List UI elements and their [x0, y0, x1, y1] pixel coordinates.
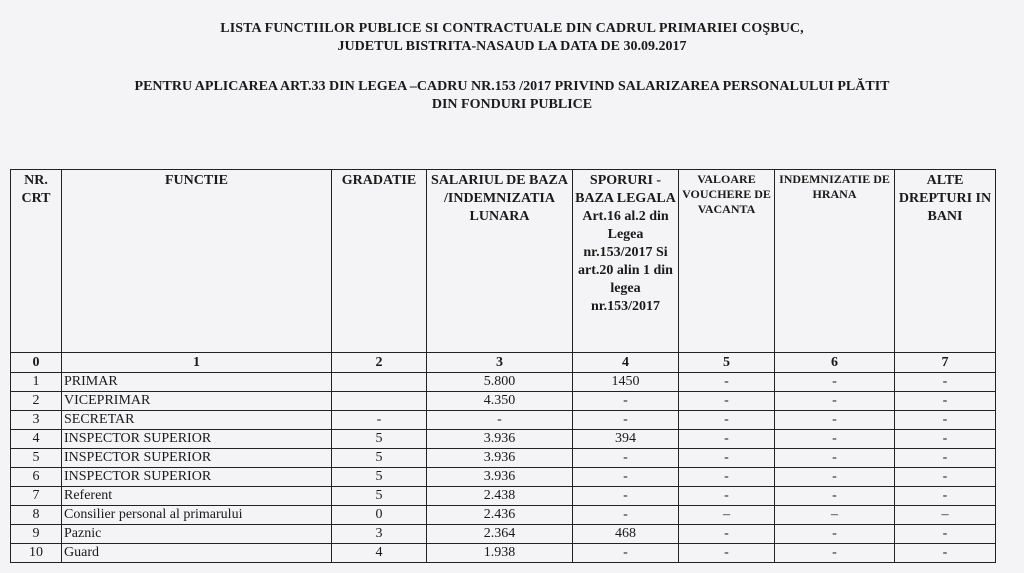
row-gradatie — [332, 392, 427, 411]
row-sporuri: 394 — [573, 430, 679, 449]
row-hrana: - — [775, 544, 895, 563]
row-nr: 3 — [11, 411, 62, 430]
row-salariu: 3.936 — [427, 468, 573, 487]
row-hrana: - — [775, 430, 895, 449]
row-hrana: - — [775, 468, 895, 487]
heading-line-4: DIN FONDURI PUBLICE — [431, 97, 593, 112]
row-functie: Guard — [62, 544, 332, 563]
row-vouchere: - — [679, 373, 775, 392]
row-salariu: - — [427, 411, 573, 430]
row-nr: 10 — [11, 544, 62, 563]
table-header-row — [11, 170, 996, 353]
row-hrana: - — [775, 373, 895, 392]
column-index: 5 — [679, 353, 775, 373]
row-alte: - — [895, 544, 996, 563]
col-header-functie: FUNCTIE — [62, 170, 332, 353]
row-gradatie: 4 — [332, 544, 427, 563]
row-functie: INSPECTOR SUPERIOR — [62, 430, 332, 449]
heading-line-1: LISTA FUNCTIILOR PUBLICE SI CONTRACTUALE DIN CADRUL PRIMARIEI COŞBUC, — [220, 21, 804, 36]
row-vouchere: - — [679, 449, 775, 468]
row-nr: 5 — [11, 449, 62, 468]
column-index-row — [11, 353, 996, 373]
row-gradatie: 3 — [332, 525, 427, 544]
row-alte: – — [895, 506, 996, 525]
col-header-vouchere: VALOARE VOUCHERE DE VACANTA — [679, 170, 775, 353]
heading-line-2: JUDETUL BISTRITA-NASAUD LA DATA DE 30.09.2017 — [337, 39, 687, 54]
table-row — [11, 525, 996, 544]
row-gradatie: 5 — [332, 449, 427, 468]
row-vouchere: - — [679, 468, 775, 487]
row-sporuri: - — [573, 468, 679, 487]
column-index: 0 — [11, 353, 62, 373]
row-hrana: - — [775, 487, 895, 506]
row-sporuri: 1450 — [573, 373, 679, 392]
row-vouchere: - — [679, 544, 775, 563]
row-vouchere: - — [679, 411, 775, 430]
column-index: 7 — [895, 353, 996, 373]
row-sporuri: - — [573, 544, 679, 563]
table-row — [11, 506, 996, 525]
row-functie: INSPECTOR SUPERIOR — [62, 449, 332, 468]
col-header-alte: ALTE DREPTURI IN BANI — [895, 170, 996, 353]
row-hrana: – — [775, 506, 895, 525]
table-row — [11, 487, 996, 506]
row-sporuri: - — [573, 506, 679, 525]
col-header-gradatie: GRADATIE — [332, 170, 427, 353]
row-salariu: 3.936 — [427, 449, 573, 468]
column-index: 3 — [427, 353, 573, 373]
column-index: 6 — [775, 353, 895, 373]
row-nr: 4 — [11, 430, 62, 449]
row-functie: Paznic — [62, 525, 332, 544]
table-row — [11, 411, 996, 430]
table-row — [11, 449, 996, 468]
functions-table — [10, 169, 996, 563]
row-functie: Referent — [62, 487, 332, 506]
row-alte: - — [895, 487, 996, 506]
row-functie: INSPECTOR SUPERIOR — [62, 468, 332, 487]
table-row — [11, 373, 996, 392]
row-functie: Consilier personal al primarului — [62, 506, 332, 525]
row-sporuri: - — [573, 411, 679, 430]
row-sporuri: - — [573, 449, 679, 468]
row-sporuri: - — [573, 392, 679, 411]
row-sporuri: 468 — [573, 525, 679, 544]
row-gradatie — [332, 373, 427, 392]
col-header-sporuri: SPORURI - BAZA LEGALA Art.16 al.2 din Legea nr.153/2017 Si art.20 alin 1 din legea nr.153/2017 — [573, 170, 679, 353]
row-gradatie: 5 — [332, 430, 427, 449]
row-salariu: 1.938 — [427, 544, 573, 563]
row-nr: 6 — [11, 468, 62, 487]
table-row — [11, 468, 996, 487]
row-nr: 2 — [11, 392, 62, 411]
col-header-hrana: INDEMNIZATIE DE HRANA — [775, 170, 895, 353]
column-index: 4 — [573, 353, 679, 373]
row-salariu: 2.436 — [427, 506, 573, 525]
row-vouchere: - — [679, 430, 775, 449]
column-index: 1 — [62, 353, 332, 373]
row-alte: - — [895, 525, 996, 544]
row-nr: 8 — [11, 506, 62, 525]
col-header-salariu: SALARIUL DE BAZA /INDEMNIZATIA LUNARA — [427, 170, 573, 353]
row-gradatie: 5 — [332, 487, 427, 506]
row-nr: 1 — [11, 373, 62, 392]
row-hrana: - — [775, 392, 895, 411]
row-salariu: 2.438 — [427, 487, 573, 506]
table-row — [11, 430, 996, 449]
table-row — [11, 544, 996, 563]
row-gradatie: 0 — [332, 506, 427, 525]
row-hrana: - — [775, 449, 895, 468]
row-functie: VICEPRIMAR — [62, 392, 332, 411]
row-sporuri: - — [573, 487, 679, 506]
row-vouchere: - — [679, 525, 775, 544]
row-functie: PRIMAR — [62, 373, 332, 392]
row-hrana: - — [775, 411, 895, 430]
row-gradatie: - — [332, 411, 427, 430]
row-vouchere: - — [679, 392, 775, 411]
row-nr: 9 — [11, 525, 62, 544]
row-alte: - — [895, 411, 996, 430]
row-alte: - — [895, 392, 996, 411]
row-functie: SECRETAR — [62, 411, 332, 430]
col-header-nr: NR. CRT — [11, 170, 62, 353]
row-alte: - — [895, 449, 996, 468]
row-hrana: - — [775, 525, 895, 544]
column-index: 2 — [332, 353, 427, 373]
row-salariu: 5.800 — [427, 373, 573, 392]
row-nr: 7 — [11, 487, 62, 506]
row-vouchere: – — [679, 506, 775, 525]
row-salariu: 4.350 — [427, 392, 573, 411]
row-salariu: 3.936 — [427, 430, 573, 449]
row-vouchere: - — [679, 487, 775, 506]
row-gradatie: 5 — [332, 468, 427, 487]
row-alte: - — [895, 373, 996, 392]
row-alte: - — [895, 468, 996, 487]
heading-line-3: PENTRU APLICAREA ART.33 DIN LEGEA –CADRU NR.153 /2017 PRIVIND SALARIZAREA PERSONALULUI PLĂTIT — [134, 79, 890, 94]
row-alte: - — [895, 430, 996, 449]
row-salariu: 2.364 — [427, 525, 573, 544]
table-row — [11, 392, 996, 411]
